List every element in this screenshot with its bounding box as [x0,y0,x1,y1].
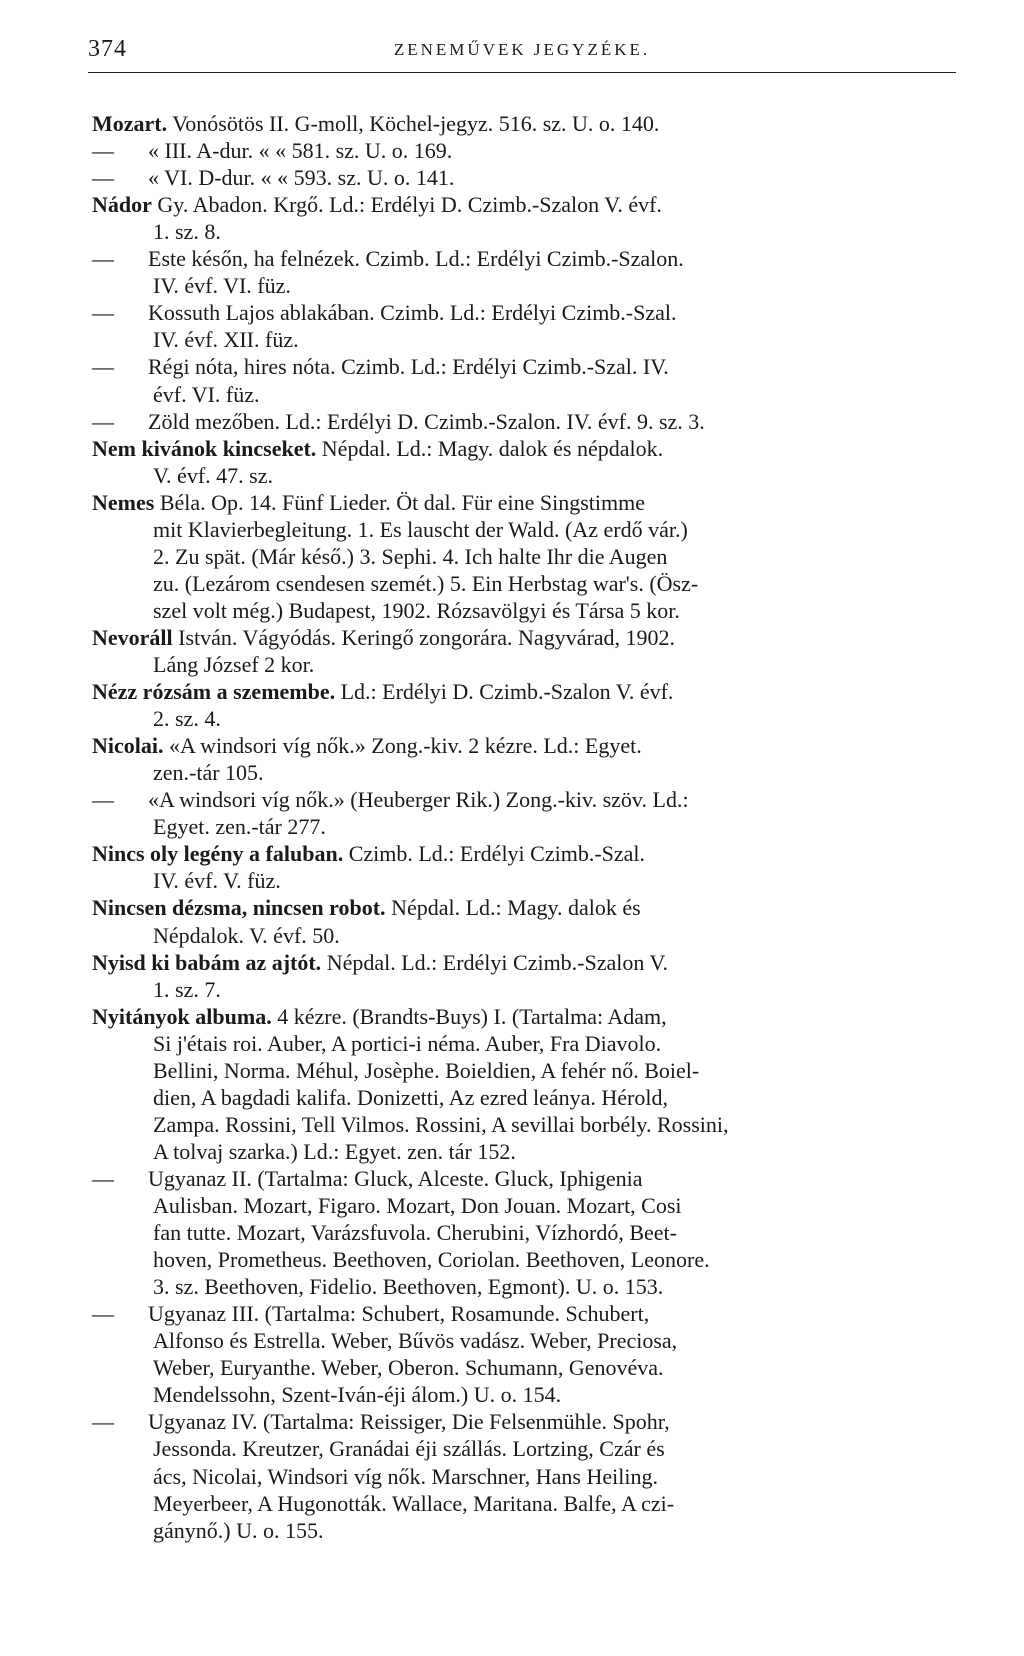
text-line [92,1408,670,1436]
text-line [92,110,659,138]
text-line [92,408,705,436]
entry-text: «A windsori víg nők.» (Heuberger Rik.) Zong.-kiv. szöv. Ld.: [148,787,689,813]
text-line [92,840,645,868]
text-line [153,1219,677,1247]
entry-text: mit Klavierbegleitung. 1. Es lauscht der Wald. (Az erdő vár.) [153,516,688,542]
text-line [153,705,221,733]
text-line [153,813,326,841]
text-line [153,516,688,544]
text-line [92,1003,667,1031]
entry-text: « VI. D-dur. « « 593. sz. U. o. 141. [148,165,455,191]
text-line [92,624,675,652]
entry-text: gánynő.) U. o. 155. [153,1517,324,1543]
text-line [153,1490,674,1518]
entry-text: IV. évf. XII. füz. [153,327,299,353]
text-line [92,299,677,327]
entry-text: Kossuth Lajos ablakában. Czimb. Ld.: Erdélyi Czimb.-Szal. [148,300,677,326]
entry-text: dien, A bagdadi kalifa. Donizetti, Az ezred leánya. Hérold, [153,1084,668,1110]
text-line [153,1111,728,1139]
text-line [153,1381,561,1409]
entry-text: Weber, Euryanthe. Weber, Oberon. Schumann, Genovéva. [153,1355,664,1381]
ditto-dash: — [92,1165,114,1191]
entry-text: IV. évf. VI. füz. [153,273,291,299]
entry-headword: Nyisd ki babám az ajtót. [92,949,322,975]
text-line [153,1057,699,1085]
ditto-dash: — [92,300,114,326]
ditto-dash: — [92,165,114,191]
text-line [153,462,273,490]
entry-text: Zöld mezőben. Ld.: Erdélyi D. Czimb.-Szalon. IV. évf. 9. sz. 3. [148,408,705,434]
entry-text: zu. (Lezárom csendesen szemét.) 5. Ein Herbstag war's. (Ösz- [153,570,699,596]
text-line [153,1354,664,1382]
text-line [153,272,291,300]
entry-text: fan tutte. Mozart, Varázsfuvola. Cherubini, Vízhordó, Beet- [153,1220,677,1246]
entry-text: 4 kézre. (Brandts-Buys) I. (Tartalma: Adam, [271,1003,667,1029]
text-line [153,1246,710,1274]
entry-text: Egyet. zen.-tár 277. [153,814,326,840]
text-line [92,245,684,273]
text-line [153,1192,682,1220]
header-rule [88,72,956,73]
text-line [153,1463,658,1491]
entry-text: Láng József 2 kor. [153,652,315,677]
text-line [153,597,680,625]
entry-text: István. Vágyódás. Keringő zongorára. Nagyvárad, 1902. [172,624,676,650]
text-line [153,922,340,950]
entry-text: Régi nóta, hires nóta. Czimb. Ld.: Erdélyi Czimb.-Szal. IV. [148,354,669,380]
entry-text: 1. sz. 8. [153,219,221,245]
text-line [153,381,260,409]
text-line [92,191,662,219]
text-line [92,786,689,814]
text-line [153,1138,516,1166]
text-line [153,759,264,787]
entry-headword: Nemes [92,489,155,515]
entry-headword: Nevoráll [92,624,173,650]
entry-text: Ld.: Erdélyi D. Czimb.-Szalon V. évf. [335,679,674,705]
ditto-dash: — [92,1409,114,1435]
entry-text: Vonósötös II. G-moll, Köchel-jegyz. 516. sz. U. o. 140. [167,111,660,136]
text-line [153,1030,661,1058]
entry-text: ács, Nicolai, Windsori víg nők. Marschner, Hans Heiling. [153,1463,658,1489]
entry-headword: Nincsen dézsma, nincsen robot. [92,895,386,921]
running-head [88,36,956,66]
entry-text: Béla. Op. 14. Fünf Lieder. Öt dal. Für eine Singstimme [154,489,645,515]
entry-text: Czimb. Ld.: Erdélyi Czimb.-Szal. [343,841,646,867]
text-line [92,353,669,381]
entry-text: Bellini, Norma. Méhul, Josèphe. Boieldien, A fehér nő. Boiel- [153,1057,700,1083]
entry-headword: Nicolai. [92,733,164,759]
entry-text: Népdal. Ld.: Erdélyi Czimb.-Szalon V. [321,949,669,975]
text-line [92,137,452,165]
text-line [153,543,667,571]
entry-text: Ugyanaz II. (Tartalma: Gluck, Alceste. Gluck, Iphigenia [148,1165,643,1191]
entry-text: 3. sz. Beethoven, Fidelio. Beethoven, Egmont). U. o. 153. [153,1274,664,1300]
entry-headword: Mozart. [92,111,168,136]
text-line [92,949,668,977]
text-line [153,867,281,895]
text-line [92,489,645,517]
entry-text: zen.-tár 105. [153,760,264,786]
ditto-dash: — [92,354,114,380]
text-line [153,1517,323,1545]
entry-text: Si j'étais roi. Auber, A portici-i néma. Auber, Fra Diavolo. [153,1030,662,1056]
text-line [92,732,642,760]
entry-text: Gy. Abadon. Krgő. Ld.: Erdélyi D. Czimb.-Szalon V. évf. [151,192,662,218]
entry-text: Aulisban. Mozart, Figaro. Mozart, Don Jouan. Mozart, Cosi [153,1193,682,1218]
entry-text: hoven, Prometheus. Beethoven, Coriolan. Beethoven, Leonore. [153,1247,710,1273]
entry-text: Jessonda. Kreutzer, Granádai éji szállás. Lortzing, Czár és [153,1436,665,1462]
entry-text: Ugyanaz III. (Tartalma: Schubert, Rosamunde. Schubert, [148,1301,650,1327]
page-number: 374 [88,36,127,62]
entry-text: Alfonso és Estrella. Weber, Bűvös vadász. Weber, Preciosa, [153,1328,678,1354]
running-title: ZENEMŰVEK JEGYZÉKE. [393,40,651,59]
entry-text: Este későn, ha felnézek. Czimb. Ld.: Erdélyi Czimb.-Szalon. [148,246,684,272]
text-line [92,164,454,192]
entry-text: Népdalok. V. évf. 50. [153,922,340,948]
text-line [92,1300,649,1328]
entry-text: Népdal. Ld.: Magy. dalok és [385,895,641,921]
ditto-dash: — [92,408,114,434]
entry-headword: Nyitányok albuma. [92,1003,272,1029]
entry-text: évf. VI. füz. [153,381,260,407]
ditto-dash: — [92,1301,114,1327]
ditto-dash: — [92,787,114,813]
entry-text: 1. sz. 7. [153,976,221,1002]
entry-text: V. évf. 47. sz. [153,462,273,488]
entry-text: Ugyanaz IV. (Tartalma: Reissiger, Die Felsenmühle. Spohr, [148,1409,670,1435]
text-line [153,1084,668,1112]
text-line [92,1165,643,1193]
text-line [153,976,221,1004]
text-line [153,218,221,246]
entry-text: 2. Zu spät. (Már késő.) 3. Sephi. 4. Ich halte Ihr die Augen [153,543,668,569]
entry-text: IV. évf. V. füz. [153,868,281,894]
entry-text: Meyerbeer, A Hugonották. Wallace, Maritana. Balfe, A czi- [153,1490,675,1516]
text-line [153,1327,677,1355]
entry-headword: Nádor [92,192,152,218]
entry-headword: Nincs oly legény a faluban. [92,841,344,867]
ditto-dash: — [92,246,114,272]
entry-text: «A windsori víg nők.» Zong.-kiv. 2 kézre. Ld.: Egyet. [163,733,642,759]
entry-text: Népdal. Ld.: Magy. dalok és népdalok. [316,435,664,461]
text-line [153,570,698,598]
entry-text: 2. sz. 4. [153,706,221,732]
ditto-dash: — [92,138,114,164]
entry-text: szel volt még.) Budapest, 1902. Rózsavölgyi és Társa 5 kor. [153,597,680,623]
text-line [153,1273,663,1301]
text-line [153,1435,665,1463]
text-line [92,678,673,706]
text-line [92,894,641,922]
text-line [92,435,663,463]
entry-headword: Nem kivánok kincseket. [92,435,317,461]
entry-headword: Nézz rózsám a szemembe. [92,679,336,705]
entry-text: Zampa. Rossini, Tell Vilmos. Rossini, A sevillai borbély. Rossini, [153,1111,729,1137]
entry-text: A tolvaj szarka.) Ld.: Egyet. zen. tár 152. [153,1138,516,1164]
entry-text: « III. A-dur. « « 581. sz. U. o. 169. [148,138,453,164]
text-line [153,651,314,679]
text-line [153,326,299,354]
entry-text: Mendelssohn, Szent-Iván-éji álom.) U. o. 154. [153,1382,562,1408]
